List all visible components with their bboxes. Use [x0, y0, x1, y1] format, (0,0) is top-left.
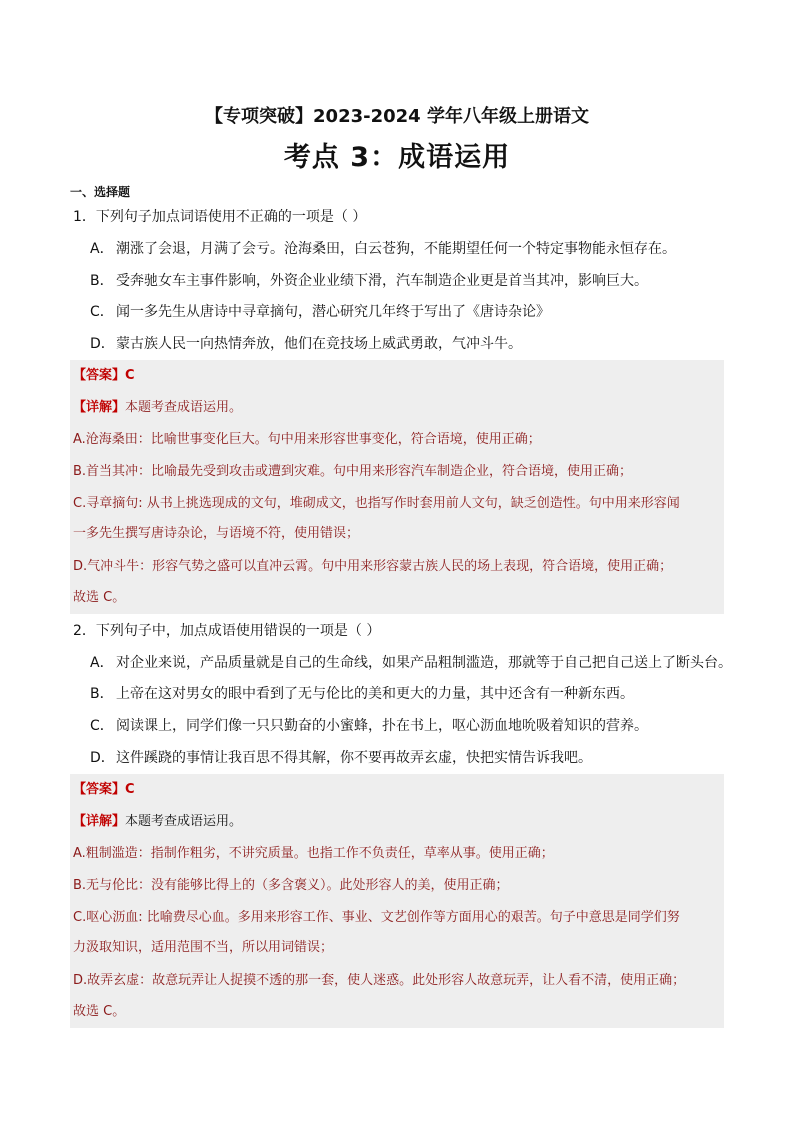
detail-intro: 本题考查成语运用。: [125, 814, 243, 829]
explanation-b: B.首当其冲：比喻最先受到攻击或遭到灾难。句中用来形容汽车制造企业，符合语境，使用正确；: [73, 464, 633, 479]
question-1-option-a: [90, 239, 676, 259]
explanation-a: A.沧海桑田：比喻世事变化巨大。句中用来形容世事变化，符合语境，使用正确；: [73, 432, 541, 447]
explanation-b: B.无与伦比：没有能够比得上的（多含褒义）。此处形容人的美，使用正确；: [73, 878, 509, 893]
question-1-option-b: [90, 271, 648, 291]
question-1-option-c: [90, 302, 550, 322]
question-1-answer-box: [70, 360, 724, 614]
detail-line: [73, 812, 242, 832]
explanation-a: A.粗制滥造：指制作粗劣，不讲究质量。也指工作不负责任，草率从事。使用正确；: [73, 846, 554, 861]
option-letter: A．: [90, 241, 114, 257]
section-heading: 一、选择题: [70, 185, 131, 199]
explanation-c: C.呕心沥血: 比喻费尽心血。多用来形容工作、事业、文艺创作等方面用心的艰苦。句子中意思是同学们努: [73, 910, 680, 925]
question-2-option-a: [90, 653, 732, 673]
question-2-option-c: [90, 716, 648, 736]
option-letter: A．: [90, 655, 114, 671]
explanation-c-cont: 一多先生撰写唐诗杂论，与语境不符，使用错误；: [73, 526, 360, 541]
option-letter: D．: [90, 750, 115, 766]
explanation-c-cont: 力汲取知识，适用范围不当，所以用词错误；: [73, 940, 334, 955]
question-1-stem: 1．下列句子加点词语使用不正确的一项是（ ）: [73, 209, 367, 225]
option-letter: D．: [90, 336, 115, 352]
option-text: 这件蹊跷的事情让我百思不得其解，你不要再故弄玄虚，快把实情告诉我吧。: [116, 750, 592, 766]
detail-label: 【详解】: [73, 814, 126, 829]
explanation-d: D.气冲斗牛：形容气势之盛可以直冲云霄。句中用来形容蒙古族人民的场上表现，符合语境，使用正确；: [73, 559, 673, 574]
detail-line: [73, 398, 242, 418]
option-text: 潮涨了会退，月满了会亏。沧海桑田，白云苍狗，不能期望任何一个特定事物能永恒存在。: [116, 241, 676, 257]
answer-value: C: [125, 368, 135, 383]
option-letter: C．: [90, 304, 114, 320]
answer-value: C: [125, 782, 135, 797]
conclusion: 故选 C。: [73, 590, 126, 605]
explanation-d: D.故弄玄虚：故意玩弄让人捉摸不透的那一套，使人迷惑。此处形容人故意玩弄，让人看不清，使用正确；: [73, 973, 686, 988]
question-2-option-b: [90, 684, 634, 704]
question-1-option-d: [90, 334, 522, 354]
option-letter: B．: [90, 273, 114, 289]
option-letter: B．: [90, 686, 114, 702]
explanation-c: C.寻章摘句: 从书上挑选现成的文句，堆砌成文，也指写作时套用前人文句，缺乏创造性。句中用来形容闻: [73, 496, 680, 511]
question-2-stem: 2．下列句子中，加点成语使用错误的一项是（ ）: [73, 623, 381, 639]
option-text: 上帝在这对男女的眼中看到了无与伦比的美和更大的力量，其中还含有一种新东西。: [116, 686, 634, 702]
option-text: 蒙古族人民一向热情奔放，他们在竞技场上威武勇敢，气冲斗牛。: [116, 336, 522, 352]
answer-line: [73, 780, 135, 800]
answer-line: [73, 366, 135, 386]
question-2-answer-box: [70, 774, 724, 1028]
option-letter: C．: [90, 718, 114, 734]
option-text: 闻一多先生从唐诗中寻章摘句，潜心研究几年终于写出了《唐诗杂论》: [116, 304, 550, 320]
question-2-option-d: [90, 748, 592, 768]
conclusion: 故选 C。: [73, 1004, 126, 1019]
page-title: 考点 3：成语运用: [283, 142, 511, 173]
answer-label: 【答案】: [73, 368, 126, 383]
detail-intro: 本题考查成语运用。: [125, 400, 243, 415]
detail-label: 【详解】: [73, 400, 126, 415]
option-text: 对企业来说，产品质量就是自己的生命线，如果产品粗制滥造，那就等于自己把自己送上了断头台。: [116, 655, 732, 671]
option-text: 受奔驰女车主事件影响，外资企业业绩下滑，汽车制造企业更是首当其冲，影响巨大。: [116, 273, 648, 289]
answer-label: 【答案】: [73, 782, 126, 797]
series-title: 【专项突破】2023-2024 学年八年级上册语文: [205, 106, 589, 127]
option-text: 阅读课上，同学们像一只只勤奋的小蜜蜂，扑在书上，呕心沥血地吮吸着知识的营养。: [116, 718, 648, 734]
